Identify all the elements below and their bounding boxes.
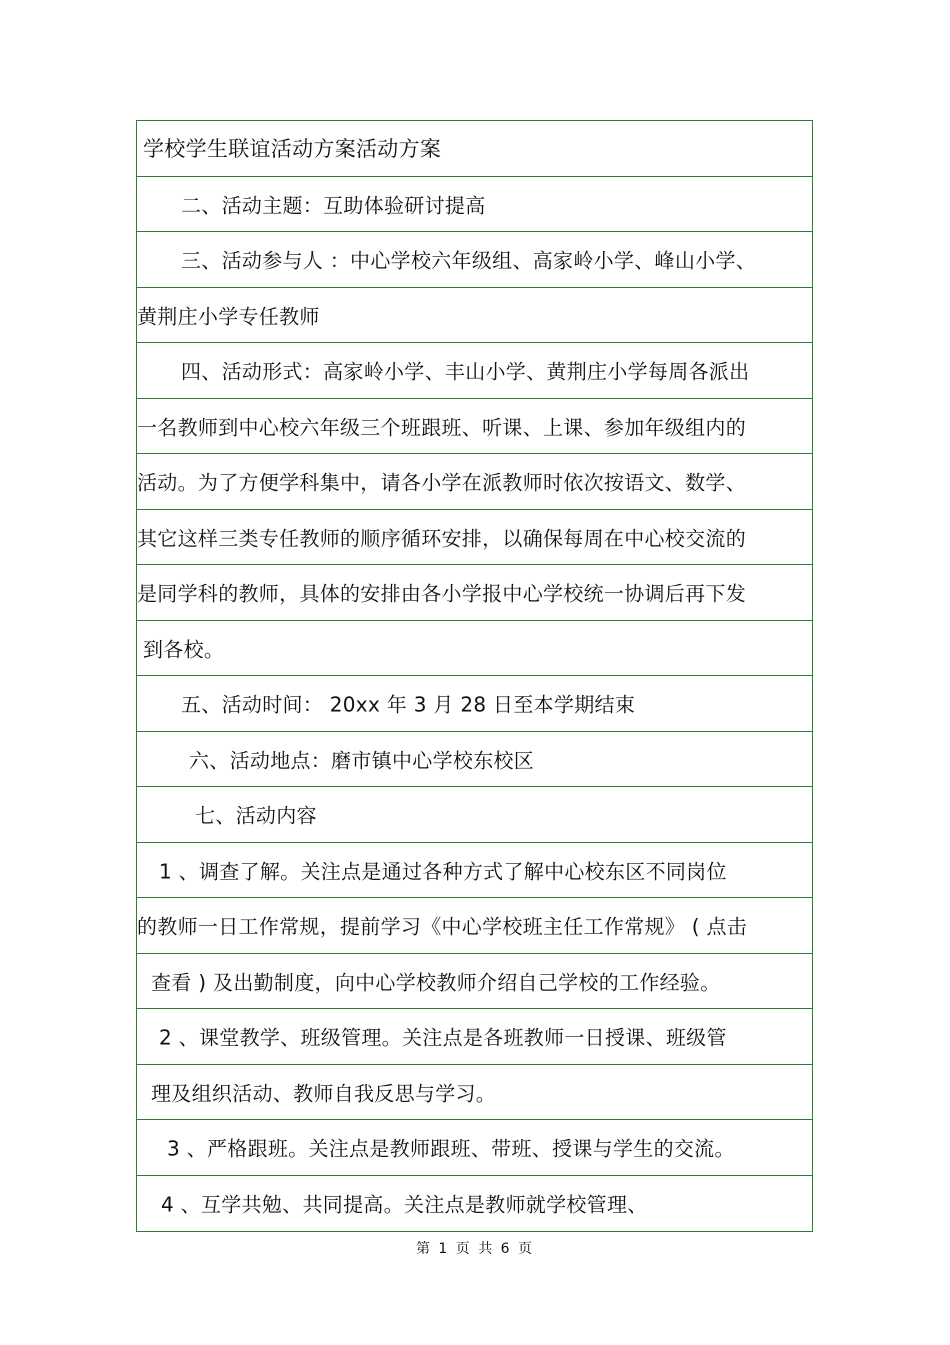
line-text: 活动。为了方便学科集中，请各小学在派教师时依次按语文、数学、 <box>137 470 746 495</box>
line-text: 3 、严格跟班。关注点是教师跟班、带班、授课与学生的交流。 <box>167 1136 735 1161</box>
line-text: 1 、调查了解。关注点是通过各种方式了解中心校东区不同岗位 <box>159 859 727 884</box>
line-text: 五、活动时间： 20xx 年 3 月 28 日至本学期结束 <box>181 692 636 717</box>
line-text: 查看 ) 及出勤制度，向中心学校教师介绍自己学校的工作经验。 <box>151 970 721 995</box>
text-line <box>137 1176 812 1232</box>
text-line <box>137 454 812 510</box>
text-line <box>137 565 812 621</box>
line-text: 四、活动形式：高家岭小学、丰山小学、黄荆庄小学每周各派出 <box>181 359 750 384</box>
line-text: 六、活动地点：磨市镇中心学校东校区 <box>189 748 535 773</box>
line-text: 二、活动主题：互助体验研讨提高 <box>181 193 486 218</box>
text-line <box>137 399 812 455</box>
line-text: 2 、课堂教学、班级管理。关注点是各班教师一日授课、班级管 <box>159 1025 727 1050</box>
text-line <box>137 343 812 399</box>
text-line <box>137 1009 812 1065</box>
text-line <box>137 621 812 677</box>
text-line <box>137 510 812 566</box>
line-text: 一名教师到中心校六年级三个班跟班、听课、上课、参加年级组内的 <box>137 415 746 440</box>
line-text: 的教师一日工作常规，提前学习《中心学校班主任工作常规》 ( 点击 <box>137 914 748 939</box>
line-text: 黄荆庄小学专任教师 <box>137 304 320 329</box>
line-text: 其它这样三类专任教师的顺序循环安排，以确保每周在中心校交流的 <box>137 526 746 551</box>
page-number: 第 1 页 共 6 页 <box>415 1241 535 1257</box>
text-line <box>137 232 812 288</box>
text-line <box>137 787 812 843</box>
line-text: 是同学科的教师，具体的安排由各小学报中心学校统一协调后再下发 <box>137 581 746 606</box>
text-line <box>137 954 812 1010</box>
text-line <box>137 177 812 233</box>
text-line <box>137 843 812 899</box>
text-line <box>137 898 812 954</box>
text-line <box>137 732 812 788</box>
text-line <box>137 1065 812 1121</box>
text-line <box>137 288 812 344</box>
text-line <box>137 676 812 732</box>
line-text: 三、活动参与人 ：中心学校六年级组、高家岭小学、峰山小学、 <box>181 248 757 273</box>
line-text: 理及组织活动、教师自我反思与学习。 <box>151 1081 497 1106</box>
document-title-row <box>137 121 812 177</box>
document-title: 学校学生联谊活动方案活动方案 <box>143 137 442 162</box>
document-table <box>136 120 813 1232</box>
line-text: 到各校。 <box>143 637 225 662</box>
line-text: 七、活动内容 <box>195 803 317 828</box>
text-line <box>137 1120 812 1176</box>
line-text: 4 、互学共勉、共同提高。关注点是教师就学校管理、 <box>161 1192 648 1217</box>
